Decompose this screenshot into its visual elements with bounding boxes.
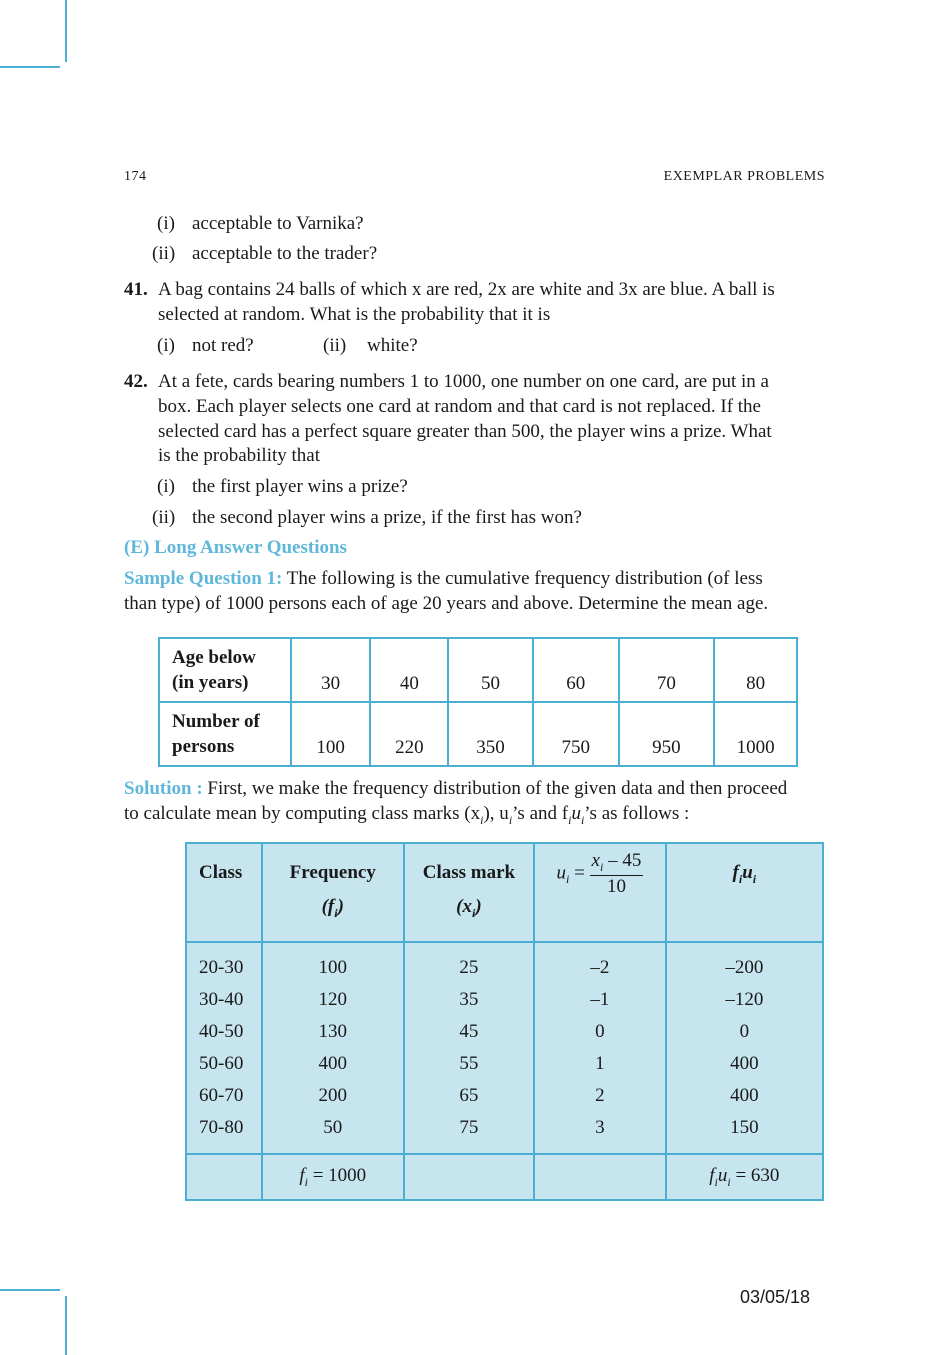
table-row <box>159 638 797 702</box>
q40-part-ii-label: (ii) <box>152 243 176 264</box>
q40-part-ii-text: acceptable to the trader? <box>192 243 378 264</box>
persons-cell: 950 <box>619 702 715 766</box>
crop-mark-bottom-horizontal <box>0 1289 60 1291</box>
frequency-cell: 200 <box>262 1080 404 1112</box>
persons-cell: 100 <box>291 702 371 766</box>
q41-part-ii-label: (ii) <box>323 335 347 356</box>
table-row <box>186 1112 823 1154</box>
class-cell: 20-30 <box>186 942 262 984</box>
frequency-header: Frequency $(f_i)$ <box>262 843 404 942</box>
sample-question-line-1 <box>124 566 763 591</box>
persons-cell: 750 <box>533 702 619 766</box>
class-cell: 30-40 <box>186 984 262 1016</box>
q42-line-1: At a fete, cards bearing numbers 1 to 1000, one number on one card, are put in a <box>158 371 769 392</box>
frequency-distribution-table <box>185 842 824 1201</box>
frequency-cell: 120 <box>262 984 404 1016</box>
section-heading: (E) Long Answer Questions <box>124 537 347 558</box>
cumulative-frequency-table <box>158 637 798 767</box>
sum-fu-cell: $f_iu_i = 630$ <box>666 1154 823 1200</box>
persons-cell: 350 <box>448 702 533 766</box>
running-title: EXEMPLAR PROBLEMS <box>663 169 825 184</box>
u-cell: –2 <box>534 942 665 984</box>
total-empty-cell <box>404 1154 535 1200</box>
u-cell: 1 <box>534 1048 665 1080</box>
class-mark-cell: 65 <box>404 1080 535 1112</box>
q42-part-ii-text: the second player wins a prize, if the first has won? <box>192 507 582 528</box>
class-mark-cell: 75 <box>404 1112 535 1154</box>
total-empty-cell <box>534 1154 665 1200</box>
age-below-label: Age below (in years) <box>159 638 291 702</box>
q40-part-i-text: acceptable to Varnika? <box>192 213 364 234</box>
table-row <box>186 1016 823 1048</box>
class-cell: 70-80 <box>186 1112 262 1154</box>
number-of-persons-label: Number of persons <box>159 702 291 766</box>
class-mark-cell: 35 <box>404 984 535 1016</box>
solution-line-1 <box>124 776 787 801</box>
total-empty-cell <box>186 1154 262 1200</box>
age-cell: 60 <box>533 638 619 702</box>
u-cell: 2 <box>534 1080 665 1112</box>
q41-part-i-text: not red? <box>192 335 254 356</box>
q42-line-3: selected card has a perfect square greater than 500, the player wins a prize. What <box>158 421 772 442</box>
solution-line-2: to calculate mean by computing class marks $(x_i)$, $u_i’s$ and $f_iu_i’s$ as follows : <box>124 803 690 827</box>
age-cell: 70 <box>619 638 715 702</box>
table-row <box>186 1048 823 1080</box>
u-cell: 3 <box>534 1112 665 1154</box>
q41-line-2: selected at random. What is the probability that it is <box>158 304 551 325</box>
fu-cell: 400 <box>666 1048 823 1080</box>
class-cell: 40-50 <box>186 1016 262 1048</box>
q40-part-ii <box>152 241 378 266</box>
frequency-cell: 130 <box>262 1016 404 1048</box>
solution-text-2e: ’s as follows : <box>584 803 690 824</box>
crop-mark-top-horizontal <box>0 66 60 68</box>
solution-text-2a: to calculate mean by computing class marks (x <box>124 803 481 824</box>
table-row <box>186 942 823 984</box>
crop-mark-top-vertical <box>65 0 67 62</box>
q42-number: 42. <box>124 371 148 392</box>
q40-part-i-label: (i) <box>157 213 175 234</box>
q41-part-ii-text: white? <box>367 335 418 356</box>
frequency-cell: 100 <box>262 942 404 984</box>
u-formula-header: $u_i$ = $\frac{x_i - 45}{10}$ <box>534 843 665 942</box>
q42-part-i-label: (i) <box>157 476 175 497</box>
class-mark-cell: 25 <box>404 942 535 984</box>
persons-cell: 220 <box>370 702 448 766</box>
fu-cell: 0 <box>666 1016 823 1048</box>
solution-label: Solution : <box>124 778 203 799</box>
crop-mark-bottom-vertical <box>65 1296 67 1355</box>
sample-question-label: Sample Question 1: <box>124 568 283 589</box>
q41-line-1: A bag contains 24 balls of which x are red, 2x are white and 3x are blue. A ball is <box>158 279 775 300</box>
persons-cell: 1000 <box>714 702 797 766</box>
age-cell: 30 <box>291 638 371 702</box>
fu-cell: 400 <box>666 1080 823 1112</box>
class-mark-cell: 45 <box>404 1016 535 1048</box>
frequency-cell: 50 <box>262 1112 404 1154</box>
class-mark-cell: 55 <box>404 1048 535 1080</box>
q41-part-i-label: (i) <box>157 335 175 356</box>
table-row <box>186 984 823 1016</box>
page-number: 174 <box>124 169 147 184</box>
q42-line-4: is the probability that <box>158 445 321 466</box>
table-total-row <box>186 1154 823 1200</box>
u-cell: 0 <box>534 1016 665 1048</box>
class-cell: 50-60 <box>186 1048 262 1080</box>
class-mark-header: Class mark $(x_i)$ <box>404 843 535 942</box>
q42-part-ii-label: (ii) <box>152 507 176 528</box>
fu-cell: 150 <box>666 1112 823 1154</box>
class-cell: 60-70 <box>186 1080 262 1112</box>
sum-frequency-cell: $f_i = 1000$ <box>262 1154 404 1200</box>
fu-header: $f_iu_i$ <box>666 843 823 942</box>
u-cell: –1 <box>534 984 665 1016</box>
q42-part-i-text: the first player wins a prize? <box>192 476 408 497</box>
solution-text-1: First, we make the frequency distribution of the given data and then proceed <box>207 778 788 799</box>
frequency-cell: 400 <box>262 1048 404 1080</box>
solution-text-2c: ’s and f <box>512 803 569 824</box>
table-header-row <box>186 843 823 942</box>
solution-text-2b: ), u <box>483 803 509 824</box>
sample-question-text-1: The following is the cumulative frequency distribution (of less <box>286 568 763 589</box>
footer-date: 03/05/18 <box>740 1287 811 1307</box>
table-row <box>159 702 797 766</box>
class-header: Class <box>186 843 262 942</box>
fu-cell: –200 <box>666 942 823 984</box>
fu-cell: –120 <box>666 984 823 1016</box>
sample-question-line-2: than type) of 1000 persons each of age 20 years and above. Determine the mean age. <box>124 593 769 614</box>
age-cell: 50 <box>448 638 533 702</box>
q42-line-2: box. Each player selects one card at random and that card is not replaced. If the <box>158 396 761 417</box>
table-row <box>186 1080 823 1112</box>
q40-part-i <box>157 211 364 236</box>
solution-text-2d: u <box>571 803 581 824</box>
q41-number: 41. <box>124 279 148 300</box>
age-cell: 80 <box>714 638 797 702</box>
age-cell: 40 <box>370 638 448 702</box>
